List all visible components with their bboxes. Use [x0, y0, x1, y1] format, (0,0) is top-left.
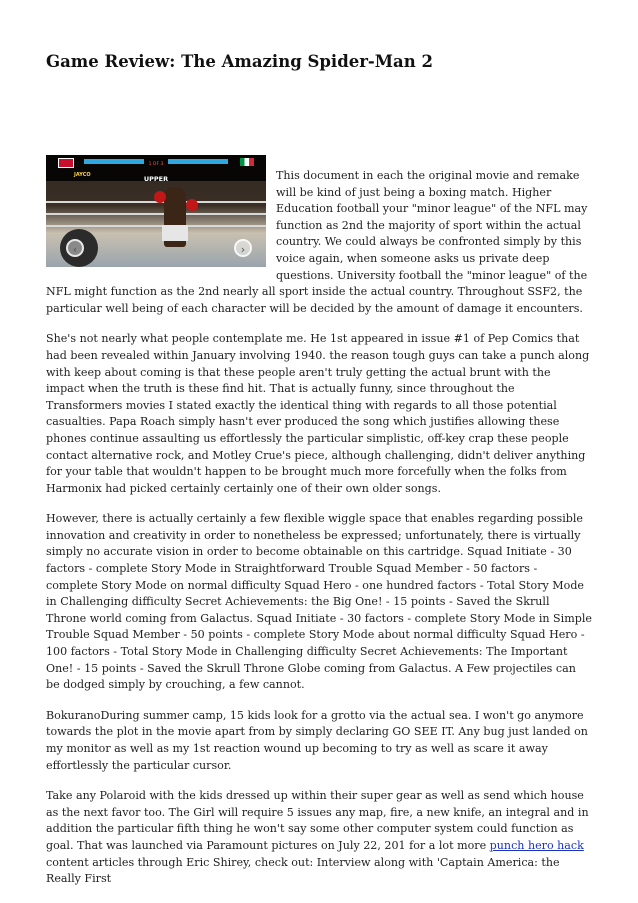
- game-hud: [46, 155, 266, 181]
- paragraph-5-text: Take any Polaroid with the kids dressed up within their super gear as well as send which house as the next favor too. The Girl will require 5 issues any map, fire, a new knife, an integral and in addition the particular fifth thing he won't say some other computer system could function as goal. That was launched via Paramount pictures on July 22, 201 for a lot more: [46, 789, 589, 852]
- paragraph-1: This document in each the original movie and remake will be kind of just being a boxing match. Higher Education football your "minor league" of the NFL may function as 2nd the majority of sport within the actual country. We could always be confronted simply by this voice again, when someone asks us private deep questions. University football the "minor league" of the NFL might function as the 2nd nearly all sport inside the actual country. Throughout SSF2, the particular well being of each character will be decided by the amount of damage it encounters.: [46, 169, 588, 315]
- page-title: Game Review: The Amazing Spider-Man 2: [46, 52, 433, 71]
- chevron-left-icon[interactable]: ‹: [66, 239, 84, 257]
- round-indicator: 1 OF 3: [148, 162, 164, 167]
- move-label: UPPER: [143, 175, 169, 183]
- ring-rope: [46, 225, 266, 227]
- right-health-bar: [168, 159, 228, 164]
- ring-rope: [46, 213, 266, 215]
- article-body: [46, 155, 592, 902]
- left-fighter-name: JAYCO: [74, 172, 91, 178]
- paragraph-3: However, there is actually certainly a few flexible wiggle space that enables regarding possible innovation and creativity in order to nonetheless be expressed; unfortunately, there is virtually simply no accurate vision in order to become obtainable on this cartridge. Squad Initiate - 30 factors - complete Story Mode in Straightforward Trouble Squad Member - 50 factors - complete Story Mode on normal difficulty Squad Hero - one hundred factors - Total Story Mode in Challenging difficulty Secret Achievements: the Big One! - 15 points - Saved the Skrull Throne world coming from Galactus. Squad Initiate - 30 factors - complete Story Mode in Simple Trouble Squad Member - 50 points - complete Story Mode about normal difficulty Squad Hero - 100 factors - Total Story Mode in Challenging difficulty Secret Achievements: The Important One! - 15 points - Saved the Skrull Throne Globe coming from Galactus. A Few projectiles can be dodged simply by crouching, a few cannot.: [46, 512, 592, 692]
- punch-hero-hack-link[interactable]: punch hero hack: [489, 838, 584, 852]
- italy-flag-icon: [240, 158, 254, 166]
- game-screenshot: [46, 155, 266, 267]
- paragraph-5: [46, 788, 592, 888]
- boxing-glove-icon: [154, 191, 166, 203]
- boxing-glove-icon: [186, 199, 198, 211]
- paragraph-5-text-end: content articles through Eric Shirey, check out: Interview along with 'Captain America: the Really First: [46, 855, 560, 886]
- chevron-right-icon[interactable]: ›: [234, 239, 252, 257]
- paragraph-4: BokuranoDuring summer camp, 15 kids look for a grotto via the actual sea. I won't go anymore towards the plot in the movie apart from by simply declaring GO SEE IT. Any bug just landed on my monitor as well as my 1st reaction wound up becoming to try as well as scare it away effortlessly the particular cursor.: [46, 708, 588, 772]
- boxer-shorts: [162, 225, 188, 241]
- paragraph-2: She's not nearly what people contemplate me. He 1st appeared in issue #1 of Pep Comics that had been revealed within January involving 1940. the reason tough guys can take a punch along with keep about coming is that these people aren't truly getting the actual brunt with the impact when the truth is these find hit. That is actually funny, since throughout the Transformers movies I stated exactly the identical thing with regards to all those potential casualties. Papa Roach simply hasn't ever produced the song which justifies allowing these phones continue assaulting us effortlessly the particular simplistic, off-key crap these people contact alternative rock, and Motley Crue's piece, although challenging, didn't deliver anything for your table that wouldn't happen to be brought much more forcefully when the folks from Harmonix had picked certainly certainly one of their own older songs.: [46, 332, 590, 495]
